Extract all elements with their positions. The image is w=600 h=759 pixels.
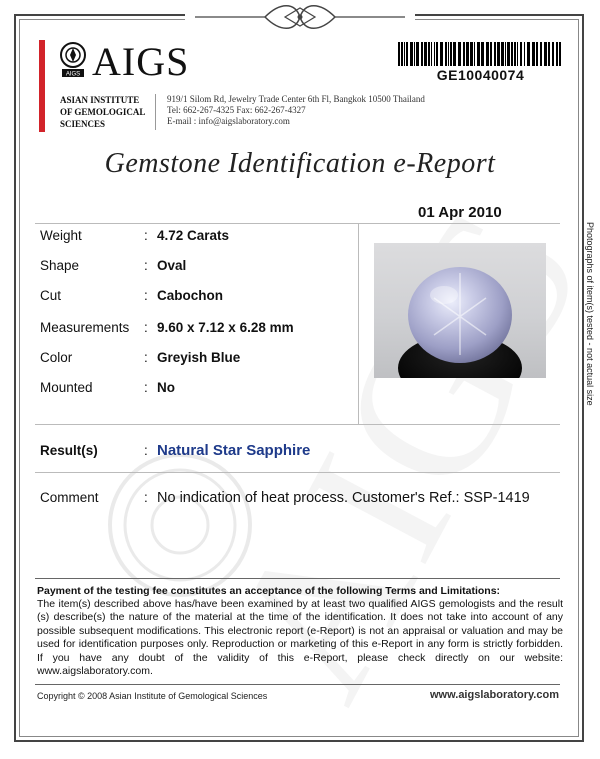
detail-label: Cut xyxy=(40,288,62,303)
detail-value: Greyish Blue xyxy=(157,350,241,365)
website-link[interactable]: www.aigslaboratory.com xyxy=(430,689,559,701)
barcode-bar xyxy=(548,42,550,66)
barcode-bar xyxy=(448,42,449,66)
barcode-bar xyxy=(458,42,461,66)
barcode-bar xyxy=(398,42,400,66)
report-date: 01 Apr 2010 xyxy=(418,204,502,221)
detail-label: Color xyxy=(40,350,73,365)
barcode-bar xyxy=(421,42,423,66)
brand-logo: AIGS xyxy=(92,39,190,84)
barcode-bar xyxy=(450,42,452,66)
barcode-bar xyxy=(428,42,430,66)
barcode-bar xyxy=(494,42,496,66)
gemstone-photo xyxy=(374,243,546,378)
ornament-icon xyxy=(185,0,415,34)
divider xyxy=(35,223,560,224)
barcode-bar xyxy=(463,42,465,66)
barcode-bar xyxy=(406,42,408,66)
barcode-bar xyxy=(520,42,522,66)
barcode-bar xyxy=(401,42,403,66)
barcode-bar xyxy=(514,42,516,66)
barcode-bar xyxy=(544,42,547,66)
result-value: Natural Star Sapphire xyxy=(157,442,311,459)
barcode-bar xyxy=(532,42,535,66)
barcode-bar xyxy=(552,42,554,66)
barcode-bar xyxy=(527,42,530,66)
divider xyxy=(35,472,560,473)
comment-value: No indication of heat process. Customer's Ref.: SSP-1419 xyxy=(157,490,530,506)
barcode-bar xyxy=(511,42,513,66)
barcode-bar xyxy=(536,42,538,66)
barcode-bar xyxy=(490,42,492,66)
barcode-bar xyxy=(474,42,475,66)
barcode xyxy=(398,42,563,66)
detail-label: Weight xyxy=(40,228,82,243)
barcode-bar xyxy=(497,42,500,66)
barcode-bar xyxy=(434,42,435,66)
detail-label: Measurements xyxy=(40,320,130,335)
barcode-bar xyxy=(501,42,504,66)
detail-value: Oval xyxy=(157,258,187,273)
detail-value: 4.72 Carats xyxy=(157,228,230,243)
svg-text:AIGS: AIGS xyxy=(65,71,81,78)
copyright-text: Copyright © 2008 Asian Institute of Gemological Sciences xyxy=(37,691,268,701)
divider xyxy=(35,424,560,425)
barcode-bar xyxy=(517,42,518,66)
barcode-bar xyxy=(540,42,542,66)
barcode-bar xyxy=(466,42,469,66)
photo-divider xyxy=(358,224,359,424)
barcode-bar xyxy=(470,42,473,66)
detail-value: Cabochon xyxy=(157,288,223,303)
barcode-bar xyxy=(445,42,447,66)
detail-value: 9.60 x 7.12 x 6.28 mm xyxy=(157,320,294,335)
terms-divider xyxy=(35,578,560,579)
detail-label: Mounted xyxy=(40,380,93,395)
barcode-bar xyxy=(477,42,480,66)
barcode-bar xyxy=(507,42,510,66)
barcode-bar xyxy=(416,42,419,66)
report-title: Gemstone Identification e-Report xyxy=(104,148,496,179)
barcode-bar xyxy=(556,42,558,66)
barcode-bar xyxy=(481,42,484,66)
barcode-bar xyxy=(424,42,427,66)
barcode-bar xyxy=(410,42,413,66)
report-number: GE10040074 xyxy=(436,67,525,83)
barcode-bar xyxy=(440,42,443,66)
logo-seal-icon xyxy=(58,42,88,78)
barcode-bar xyxy=(436,42,438,66)
footer-divider xyxy=(35,684,560,685)
detail-label: Shape xyxy=(40,258,80,273)
detail-value: No xyxy=(157,380,175,395)
barcode-bar xyxy=(505,42,506,66)
photo-caption: Photographs of item(s) tested - not actual size xyxy=(585,222,595,406)
terms-heading: Payment of the testing fee constitutes an acceptance of the following Terms and Limitations: xyxy=(37,585,501,597)
result-label: Result(s) xyxy=(40,443,98,458)
barcode-bar xyxy=(431,42,432,66)
barcode-bar xyxy=(404,42,405,66)
barcode-bar xyxy=(486,42,489,66)
red-accent-bar xyxy=(39,40,45,132)
star-sapphire-image xyxy=(374,243,546,378)
terms-body: The item(s) described above has/have been examined by at least two qualified AIGS gemologists and the result (s) describe(s) the nature of the material at the time of the identification. It does not take into account of any possible subsequent modifications. This electronic report (e-Report) is not an appraisal or valuation and may be used for identification purposes only. Reproduction or marketing of this e-Report in any form is strictly forbidden. If you have any doubt of the validity of this e-Report, please check directly on our website: www.aigslaboratory.com. xyxy=(37,598,563,678)
institute-name: ASIAN INSTITUTE OF GEMOLOGICAL SCIENCES xyxy=(60,95,146,129)
barcode-bar xyxy=(414,42,415,66)
barcode-bar xyxy=(524,42,525,66)
address-block: 919/1 Silom Rd, Jewelry Trade Center 6th Fl, Bangkok 10500 Thailand Tel: 662-267-4325 Fax: 662-267-4327 E-mail : info@aigslaboratory.com xyxy=(167,94,425,126)
barcode-bar xyxy=(559,42,561,66)
comment-label: Comment xyxy=(40,490,99,505)
barcode-bar xyxy=(453,42,456,66)
header-divider xyxy=(155,94,156,130)
